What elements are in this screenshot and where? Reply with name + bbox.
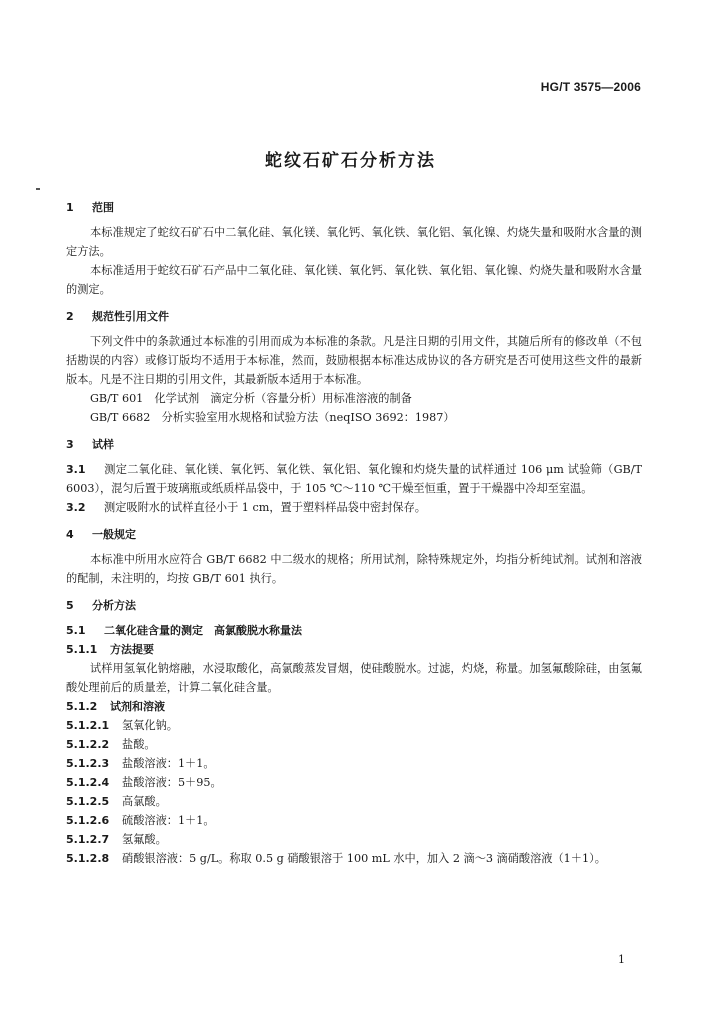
reagent-item: 5.1.2.6 硫酸溶液：1＋1。 [66,814,215,827]
section-1-heading: 1 范围 [66,201,114,214]
section-2-heading: 2 规范性引用文件 [66,310,169,323]
reagent-item: 5.1.2.1 氢氧化钠。 [66,719,178,732]
section-5-heading: 5 分析方法 [66,599,136,612]
reagent-item: 5.1.2.7 氢氟酸。 [66,833,167,846]
scan-mark [36,188,40,190]
clause-5-1-1-paragraph: 试样用氢氧化钠熔融，水浸取酸化，高氯酸蒸发冒烟，使硅酸脱水。过滤，灼烧，称量。加氢氟酸除硅，由氢氟酸处理前后的质量差，计算二氧化硅含量。 [66,662,642,694]
section-1-paragraph-2: 本标准适用于蛇纹石矿石产品中二氧化硅、氧化镁、氧化钙、氧化铁、氧化铝、氧化镍、灼烧失量和吸附水含量的测定。 [66,264,642,296]
section-4-paragraph: 本标准中所用水应符合 GB/T 6682 中二级水的规格；所用试剂，除特殊规定外，均指分析纯试剂。试剂和溶液的配制，未注明的，均按 GB/T 601 执行。 [66,553,642,585]
clause-5-1-1-heading: 5.1.1 方法提要 [66,643,154,656]
reagent-item: 5.1.2.5 高氯酸。 [66,795,167,808]
reagent-item: 5.1.2.4 盐酸溶液：5＋95。 [66,776,222,789]
reagent-item: 5.1.2.8 硝酸银溶液：5 g/L。称取 0.5 g 硝酸银溶于 100 mL 水中，加入 2 滴～3 滴硝酸溶液（1＋1）。 [66,852,606,865]
reagent-item: 5.1.2.2 盐酸。 [66,738,156,751]
section-3-heading: 3 试样 [66,438,114,451]
section-4-heading: 4 一般规定 [66,528,136,541]
section-1-paragraph-1: 本标准规定了蛇纹石矿石中二氧化硅、氧化镁、氧化钙、氧化铁、氧化铝、氧化镍、灼烧失量和吸附水含量的测定方法。 [66,226,642,258]
reference-gbt-601: GB/T 601 化学试剂 滴定分析（容量分析）用标准溶液的制备 [90,392,412,405]
clause-5-1-2-heading: 5.1.2 试剂和溶液 [66,700,165,713]
document-title: 蛇纹石矿石分析方法 [265,151,436,171]
page-number: 1 [618,953,625,966]
reagent-list [66,716,642,868]
document-body [66,198,642,868]
clause-3-1: 3.1 测定二氧化硅、氧化镁、氧化钙、氧化铁、氧化铝、氧化镍和灼烧失量的试样通过 106 μm 试验筛（GB/T 6003），混匀后置于玻璃瓶或纸质样品袋中，于 105 ℃～110 ℃干燥至恒重，置于干燥器中冷却至室温。 [66,463,642,495]
standard-code: HG/T 3575—2006 [540,80,641,94]
section-2-paragraph: 下列文件中的条款通过本标准的引用而成为本标准的条款。凡是注日期的引用文件，其随后所有的修改单（不包括勘误的内容）或修订版均不适用于本标准，然而，鼓励根据本标准达成协议的各方研究是否可使用这些文件的最新版本。凡是不注日期的引用文件，其最新版本适用于本标准。 [66,335,642,386]
clause-5-1-heading: 5.1 二氧化硅含量的测定 高氯酸脱水称量法 [66,624,302,637]
reagent-item: 5.1.2.3 盐酸溶液：1＋1。 [66,757,215,770]
clause-3-2: 3.2 测定吸附水的试样直径小于 1 cm，置于塑料样品袋中密封保存。 [66,501,426,514]
reference-gbt-6682: GB/T 6682 分析实验室用水规格和试验方法（neqISO 3692：1987） [90,411,455,424]
